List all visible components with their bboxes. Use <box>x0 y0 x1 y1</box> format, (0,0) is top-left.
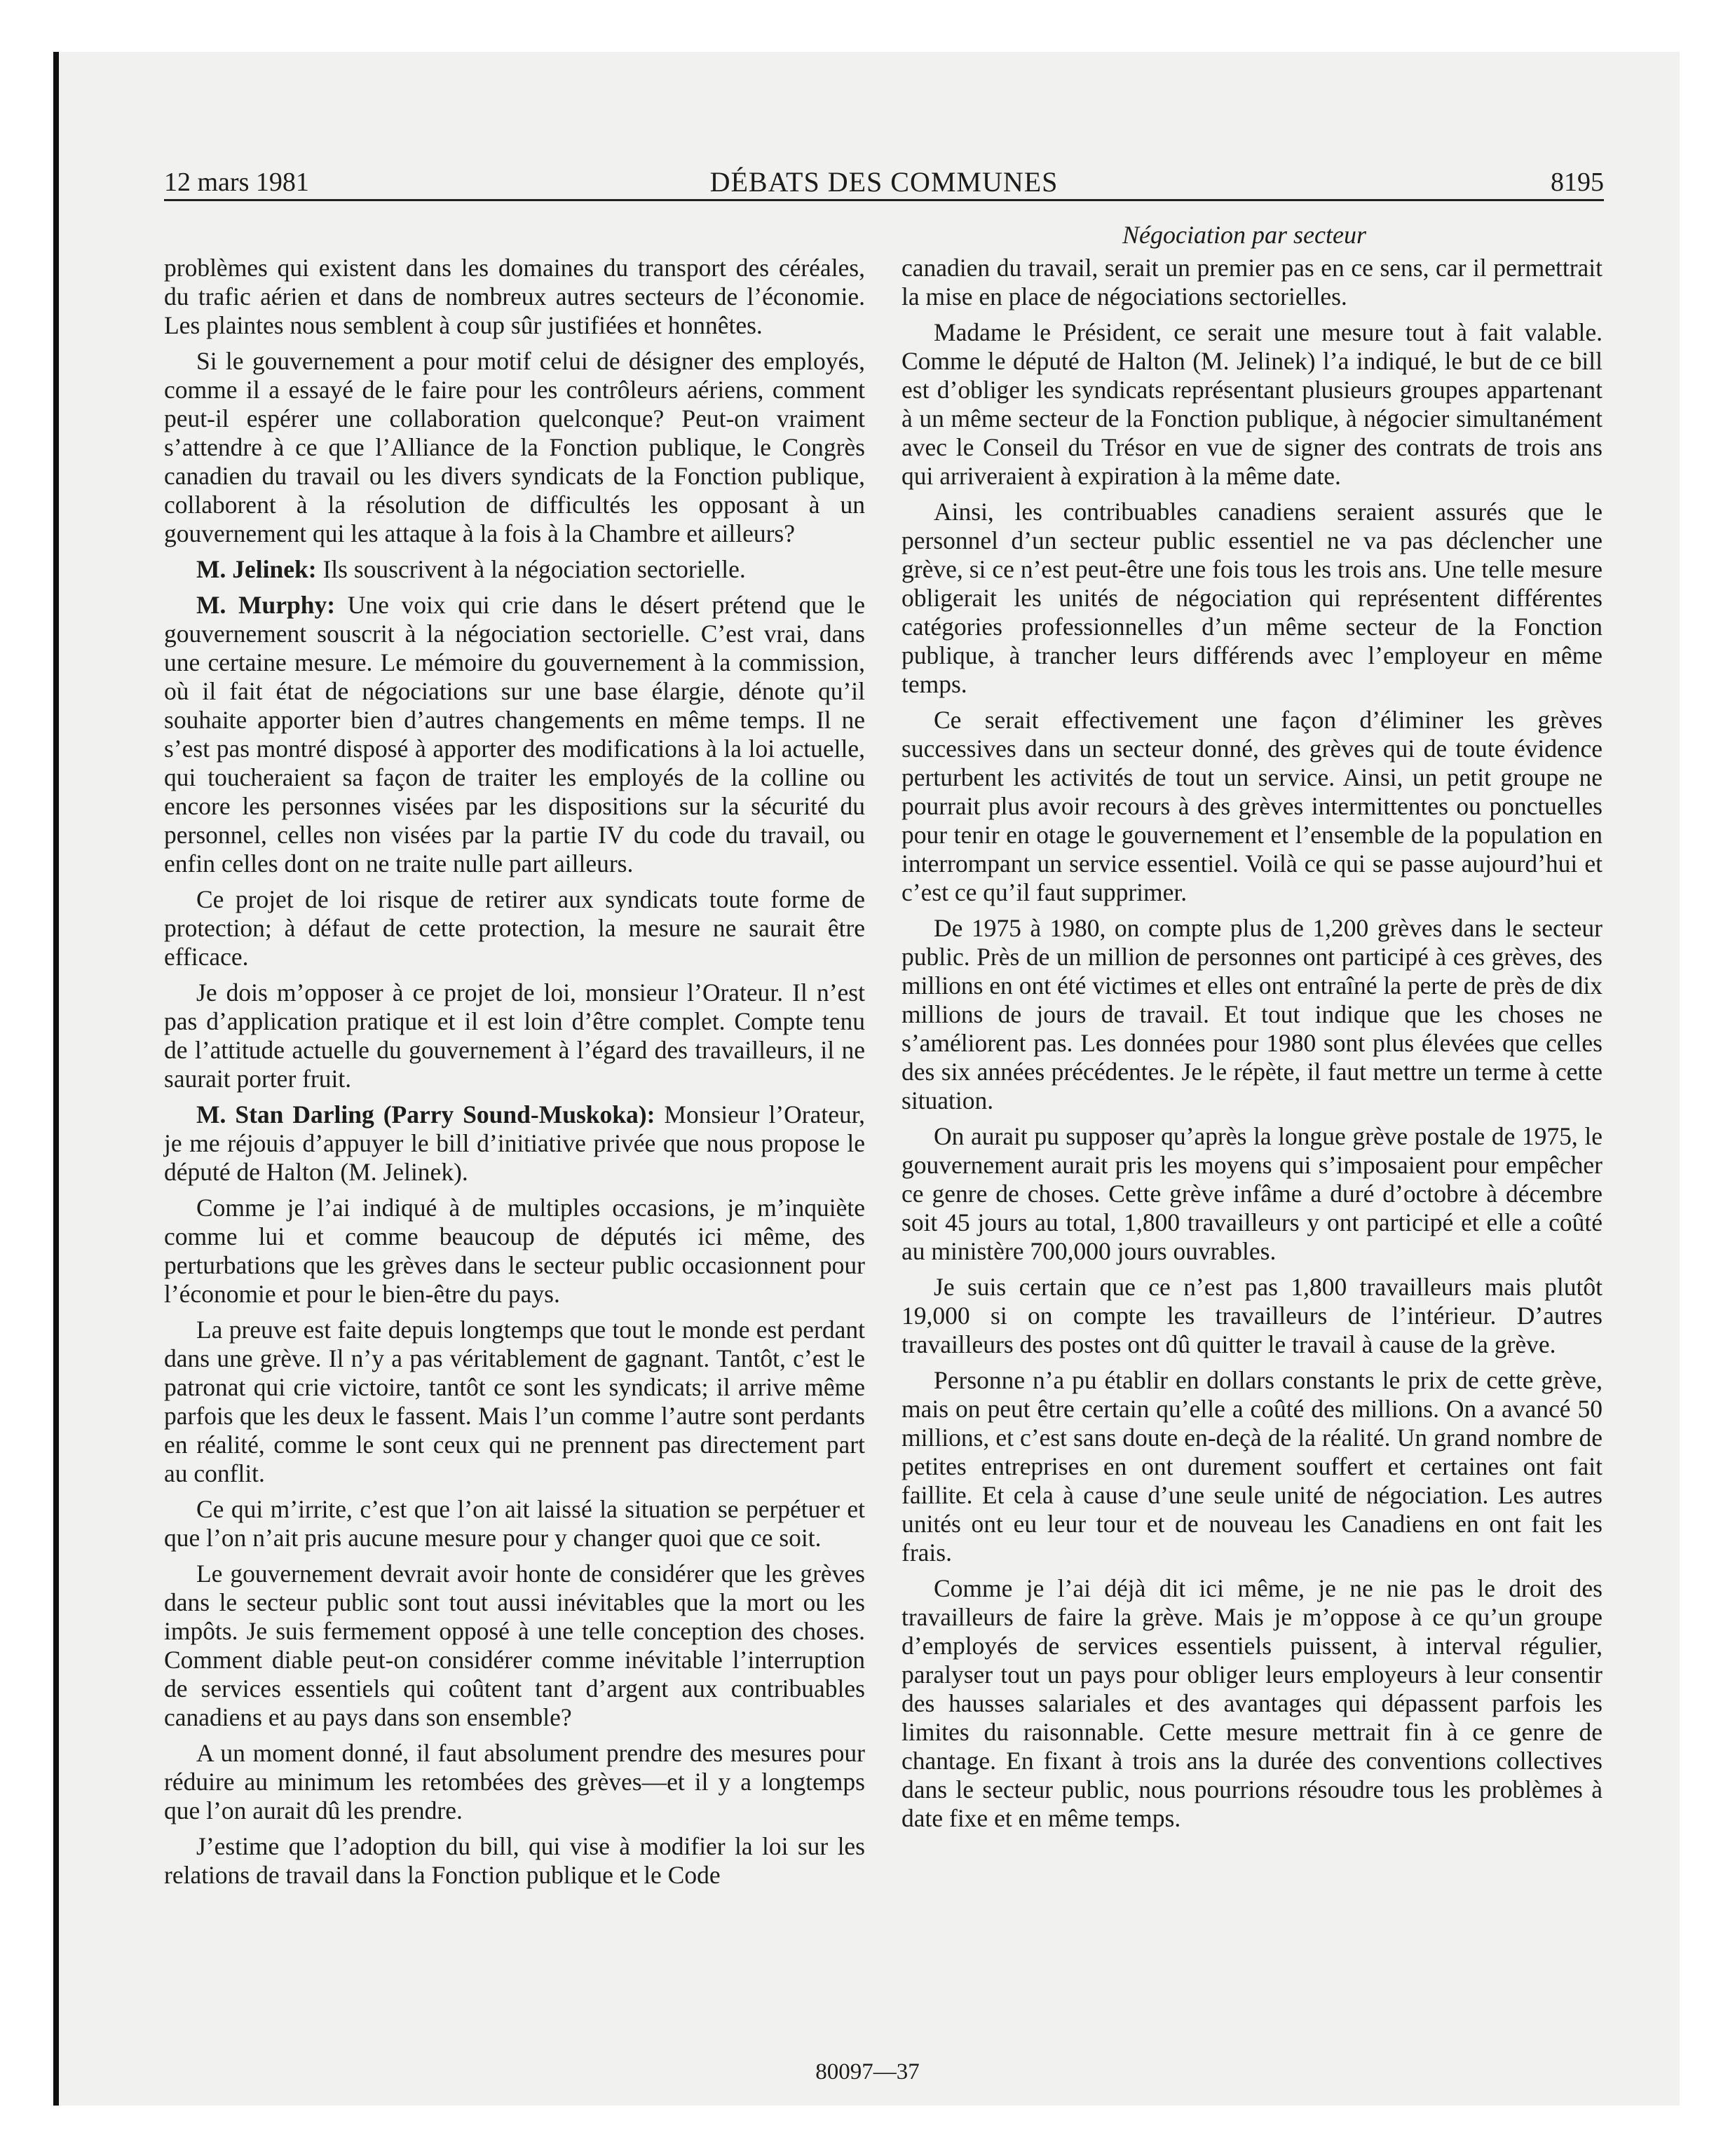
paragraph <box>164 1495 865 1553</box>
paragraph-text: Personne n’a pu établir en dollars constants le prix de cette grève, mais on peut être certain qu’elle a coûté des millions. On a avancé 50 millions, et c’est sans doute en-deçà de la réalité. Un grand nombre de petites entreprises en ont durement souffert et certaines ont fait faillite. Et cela à cause d’une seule unité de négociation. Les autres unités ont eu leur tour et de nouveau les Canadiens en ont fait les frais. <box>901 1366 1603 1567</box>
paragraph <box>901 1122 1603 1266</box>
paragraph-text: Si le gouvernement a pour motif celui de désigner des employés, comme il a essayé de le faire pour les contrôleurs aériens, comment peut-il espérer une collaboration quelconque? Peut-on vraiment s’attendre à ce que l’Alliance de la Fonction publique, le Congrès canadien du travail ou les divers syndicats de la Fonction publique, collaborent à la résolution de difficultés les opposant à un gouvernement qui les attaque à la fois à la Chambre et ailleurs? <box>164 347 865 547</box>
paragraph <box>164 978 865 1093</box>
paragraph <box>901 1366 1603 1567</box>
right-column <box>901 254 1603 1840</box>
paragraph-text: Ce qui m’irrite, c’est que l’on ait laissé la situation se perpétuer et que l’on n’ait pris aucune mesure pour y changer quoi que ce soit. <box>164 1495 865 1552</box>
paragraph-text: Une voix qui crie dans le désert prétend que le gouvernement souscrit à la négociation sectorielle. C’est vrai, dans une certaine mesure. Le mémoire du gouvernement à la commission, où il fait état de négociations sur une base élargie, dénote qu’il souhaite apporter bien d’autres changements en même temps. Il ne s’est pas montré disposé à apporter des modifications à la loi actuelle, qui toucheraient sa façon de traiter les employés de la colline ou encore les personnes visées par les dispositions sur la sécurité du personnel, celles non visées par la partie IV du code du travail, ou enfin celles dont on ne traite nulle part ailleurs. <box>164 591 865 878</box>
paragraph <box>164 1560 865 1732</box>
paragraph-text: Ce projet de loi risque de retirer aux syndicats toute forme de protection; à défaut de cette protection, la mesure ne saurait être efficace. <box>164 885 865 971</box>
paragraph <box>164 1100 865 1187</box>
paragraph <box>164 1316 865 1488</box>
page-footer-code: 80097—37 <box>815 2059 920 2085</box>
paragraph <box>164 591 865 878</box>
paragraph-text: J’estime que l’adoption du bill, qui vise à modifier la loi sur les relations de travail dans la Fonction publique et le Code <box>164 1832 865 1889</box>
paragraph-text: Je dois m’opposer à ce projet de loi, monsieur l’Orateur. Il n’est pas d’application pratique et il est loin d’être complet. Compte tenu de l’attitude actuelle du gouvernement à l’égard des travailleurs, il ne saurait porter fruit. <box>164 978 865 1093</box>
paragraph <box>901 914 1603 1115</box>
paragraph <box>901 498 1603 699</box>
paragraph-text: Madame le Président, ce serait une mesure tout à fait valable. Comme le député de Halton (M. Jelinek) l’a indiqué, le but de ce bill est d’obliger les syndicats représentant plusieurs groupes appartenant à un même secteur de la Fonction publique, à négocier simultanément avec le Conseil du Trésor en vue de signer des contrats de trois ans qui arriveraient à expiration à la même date. <box>901 318 1603 490</box>
paragraph-text: Comme je l’ai déjà dit ici même, je ne nie pas le droit des travailleurs de faire la grève. Mais je m’oppose à ce qu’un groupe d’employés de services essentiels puissent, à interval régulier, paralyser tout un pays pour obliger leurs employeurs à leur consentir des hausses salariales et des avantages qui dépassent parfois les limites du raisonnable. Cette mesure mettrait fin à ce genre de chantage. En fixant à trois ans la durée des conventions collectives dans le secteur public, nous pourrions résoudre tous les problèmes à date fixe et en même temps. <box>901 1574 1603 1832</box>
paragraph <box>901 254 1603 311</box>
header-page-number: 8195 <box>1551 168 1604 197</box>
paragraph-text: La preuve est faite depuis longtemps que tout le monde est perdant dans une grève. Il n’y a pas véritablement de gagnant. Tantôt, c’est le patronat qui crie victoire, tantôt ce sont les syndicats; il arrive même parfois que les deux le fassent. Mais l’un comme l’autre sont perdants en réalité, comme le sont ceux qui ne prennent pas directement part au conflit. <box>164 1316 865 1487</box>
paragraph-text: De 1975 à 1980, on compte plus de 1,200 grèves dans le secteur public. Près de un million de personnes ont participé à ces grèves, des millions en ont été victimes et elles ont entraîné la perte de près de dix millions de jours de travail. Et tout indique que les choses ne s’améliorent pas. Les données pour 1980 sont plus élevées que celles des six années précédentes. Je le répète, il faut mettre un terme à cette situation. <box>901 914 1603 1114</box>
paragraph-text: A un moment donné, il faut absolument prendre des mesures pour réduire au minimum les retombées des grèves—et il y a longtemps que l’on aurait dû les prendre. <box>164 1739 865 1824</box>
speaker-name: M. Jelinek: <box>196 555 317 583</box>
speaker-name: M. Stan Darling (Parry Sound-Muskoka): <box>196 1100 655 1128</box>
paragraph-text: On aurait pu supposer qu’après la longue grève postale de 1975, le gouvernement aurait pris les moyens qui s’imposaient pour empêcher ce genre de choses. Cette grève infâme a duré d’octobre à décembre soit 45 jours au total, 1,800 travailleurs y ont participé et elle a coûté au ministère 700,000 jours ouvrables. <box>901 1122 1603 1265</box>
paragraph-text: canadien du travail, serait un premier pas en ce sens, car il permettrait la mise en place de négociations sectorielles. <box>901 254 1603 311</box>
paragraph-text: Le gouvernement devrait avoir honte de considérer que les grèves dans le secteur public sont tout aussi inévitables que la mort ou les impôts. Je suis fermement opposé à une telle conception des choses. Comment diable peut-on considérer comme inévitable l’interruption de services essentiels qui coûtent tant d’argent aux contribuables canadiens et au pays dans son ensemble? <box>164 1560 865 1731</box>
paragraph <box>901 1574 1603 1833</box>
paragraph-text: problèmes qui existent dans les domaines du transport des céréales, du trafic aérien et dans de nombreux autres secteurs de l’économie. Les plaintes nous semblent à coup sûr justifiées et honnêtes. <box>164 254 865 339</box>
running-subject: Négociation par secteur <box>1122 221 1366 249</box>
paragraph-text: Ainsi, les contribuables canadiens seraient assurés que le personnel d’un secteur public essentiel ne va pas déclencher une grève, si ce n’est peut-être une fois tous les trois ans. Une telle mesure obligerait les unités de négociation qui représentent différentes catégories professionnelles d’un même secteur de la Fonction publique, à trancher leurs différends avec l’employeur en même temps. <box>901 498 1603 698</box>
paragraph <box>164 1832 865 1890</box>
paragraph <box>164 1739 865 1825</box>
paragraph <box>164 885 865 971</box>
header-date: 12 mars 1981 <box>164 168 309 197</box>
paragraph <box>901 318 1603 491</box>
page-header <box>164 165 1604 201</box>
binding-edge <box>53 52 59 2106</box>
paragraph-text: Comme je l’ai indiqué à de multiples occasions, je m’inquiète comme lui et comme beaucoup de députés ici même, des perturbations que les grèves dans le secteur public occasionnent pour l’économie et pour le bien-être du pays. <box>164 1194 865 1308</box>
header-title: DÉBATS DES COMMUNES <box>709 166 1059 198</box>
paragraph-text: Ce serait effectivement une façon d’éliminer les grèves successives dans un secteur donné, des grèves qui de toute évidence perturbent les activités de tout un service. Ainsi, un petit groupe ne pourrait plus avoir recours à des grèves intermittentes ou ponctuelles pour tenir en otage le gouvernement et l’ensemble de la population en interrompant un service essentiel. Voilà ce qui se passe aujourd’hui et c’est ce qu’il faut supprimer. <box>901 706 1603 906</box>
paragraph-text: Ils souscrivent à la négociation sectorielle. <box>322 555 746 583</box>
paragraph <box>164 347 865 548</box>
paragraph <box>901 706 1603 907</box>
paragraph <box>164 555 865 584</box>
paragraph <box>164 1194 865 1309</box>
speaker-name: M. Murphy: <box>196 591 336 619</box>
paragraph <box>901 1273 1603 1359</box>
paragraph-text: Monsieur l’Orateur, je me réjouis d’appuyer le bill d’initiative privée que nous propose le député de Halton (M. Jelinek). <box>164 1100 865 1186</box>
paragraph-text: Je suis certain que ce n’est pas 1,800 travailleurs mais plutôt 19,000 si on compte les travailleurs de l’intérieur. D’autres travailleurs des postes ont dû quitter le travail à cause de la grève. <box>901 1273 1603 1358</box>
left-column <box>164 254 865 1897</box>
paragraph <box>164 254 865 340</box>
